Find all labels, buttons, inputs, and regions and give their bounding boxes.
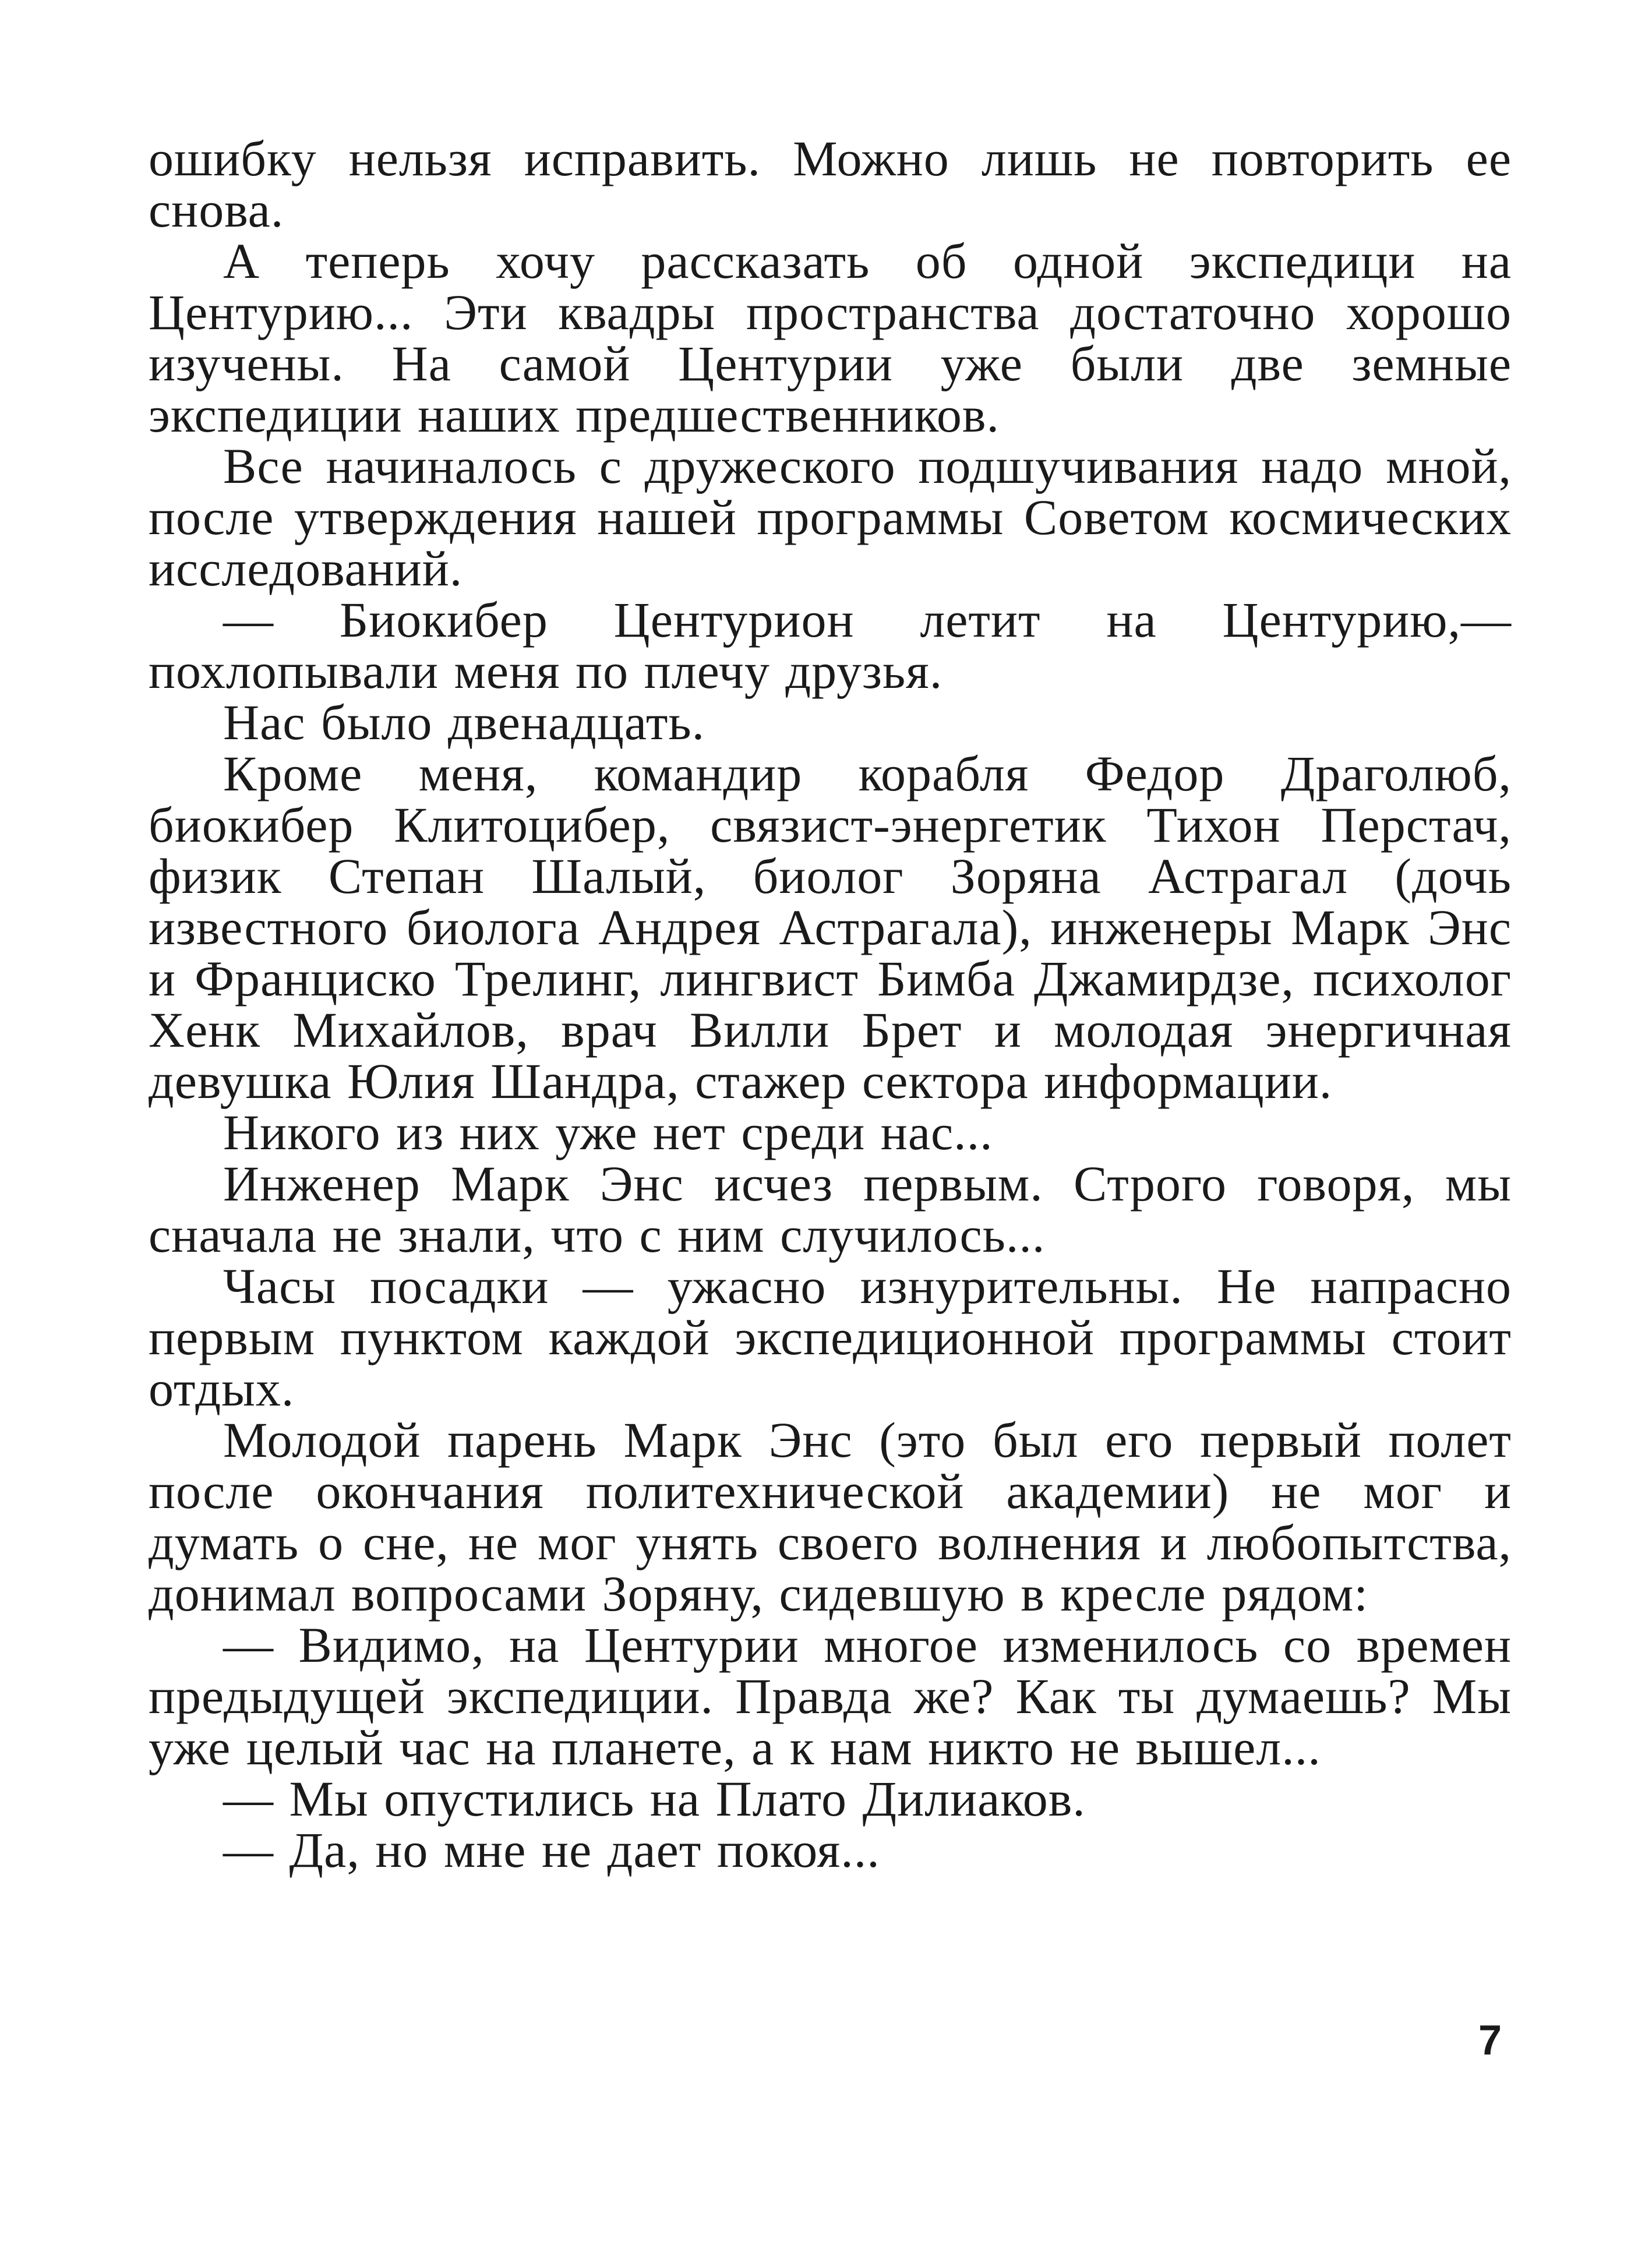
paragraph: Никого из них уже нет среди нас... <box>223 1104 993 1160</box>
paragraph: — Да, но мне не дает покоя... <box>223 1822 880 1878</box>
paragraph: Кроме меня, командир корабля Федор Драголюб, биокибер Клитоцибер, связист-энергетик Тихон Перстач, физик Степан Шалый, биолог Зоряна Астрагал (дочь известного биолога Андрея Астрагала), инженеры Марк Энс и Франциско Трелинг, лингвист Бимба Джамирдзе, психолог Хенк Михайлов, врач Вилли Брет и молодая энергичная девушка Юлия Шандра, стажер сектора информации. <box>149 746 1512 1109</box>
paragraph: — Биокибер Центурион летит на Центурию,— похлопывали меня по плечу друзья. <box>149 592 1512 699</box>
paragraph: А теперь хочу рассказать об одной экспедици на Центурию... Эти квадры пространства достаточно хорошо изучены. На самой Центурии уже были две земные экспедиции наших предшественников. <box>149 233 1512 443</box>
paragraph: Нас было двенадцать. <box>223 694 705 750</box>
paragraph: Часы посадки — ужасно изнурительны. Не напрасно первым пунктом каждой экспедиционной программы стоит отдых. <box>149 1258 1512 1417</box>
paragraph: — Видимо, на Центурии многое изменилось со времен предыдущей экспедиции. Правда же? Как ты думаешь? Мы уже целый час на планете, а к нам никто не вышел... <box>149 1617 1512 1775</box>
page-number: 7 <box>1478 2017 1502 2064</box>
paragraph: — Мы опустились на Плато Дилиаков. <box>223 1771 1086 1827</box>
body-text <box>149 130 1512 1878</box>
paragraph: Инженер Марк Энс исчез первым. Строго говоря, мы сначала не знали, что с ним случилось... <box>149 1156 1512 1263</box>
paragraph: Молодой парень Марк Энс (это был его первый полет после окончания политехнической академии) не мог и думать о сне, не мог унять своего волнения и любопытства, донимал вопросами Зоряну, сидевшую в кресле рядом: <box>149 1412 1512 1622</box>
paragraph: Все начиналось с дружеского подшучивания надо мной, после утверждения нашей программы Советом космических исследований. <box>149 438 1512 596</box>
paragraph: ошибку нельзя исправить. Можно лишь не повторить ее снова. <box>149 130 1512 238</box>
